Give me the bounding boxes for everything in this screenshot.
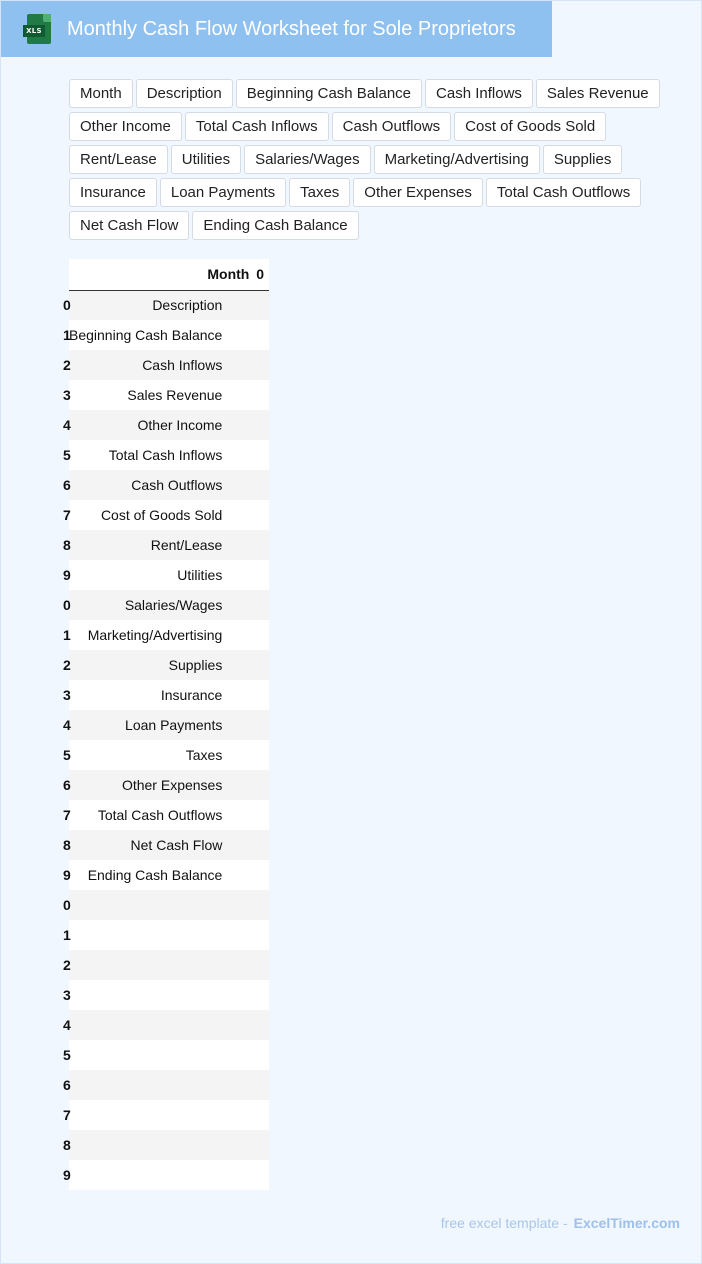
row-index: 0	[63, 297, 71, 314]
column-chip[interactable]: Cash Inflows	[425, 79, 533, 108]
table-cell-0	[251, 1040, 269, 1070]
column-chip[interactable]: Sales Revenue	[536, 79, 660, 108]
row-index: 4	[63, 717, 71, 733]
table-row	[69, 920, 269, 950]
table-cell-0	[251, 1010, 269, 1040]
table-row	[69, 860, 269, 890]
table-cell-0	[251, 410, 269, 440]
table-cell-month	[69, 950, 251, 980]
table-cell-month: Total Cash Inflows	[108, 447, 223, 463]
table-cell-month: Description	[152, 297, 223, 314]
table-row	[69, 680, 269, 710]
table-row	[69, 650, 269, 680]
data-table-container	[63, 259, 269, 1190]
table-row	[69, 470, 269, 500]
column-chip[interactable]: Net Cash Flow	[69, 211, 189, 240]
table-cell-month: Rent/Lease	[150, 537, 223, 553]
row-index: 0	[63, 897, 71, 913]
column-header-month: Month	[69, 259, 251, 290]
table-row	[69, 980, 269, 1010]
table-cell-0	[251, 650, 269, 680]
footer-brand-link[interactable]: ExcelTimer.com	[573, 1215, 680, 1231]
table-cell-0	[251, 470, 269, 500]
table-row	[69, 290, 269, 320]
table-row	[69, 950, 269, 980]
table-cell-0	[251, 350, 269, 380]
row-index: 2	[63, 957, 71, 973]
column-chip[interactable]: Ending Cash Balance	[192, 211, 358, 240]
table-row	[69, 830, 269, 860]
table-cell-month: Net Cash Flow	[130, 837, 223, 853]
table-cell-0	[251, 680, 269, 710]
table-row	[69, 890, 269, 920]
table-cell-month	[69, 920, 251, 950]
column-chip[interactable]: Description	[136, 79, 233, 108]
column-chip[interactable]: Total Cash Outflows	[486, 178, 641, 207]
table-row	[69, 410, 269, 440]
table-cell-0	[251, 890, 269, 920]
table-row	[69, 440, 269, 470]
table-cell-month: Other Expenses	[121, 777, 223, 793]
column-chip[interactable]: Cash Outflows	[332, 112, 452, 141]
row-index: 9	[63, 567, 71, 583]
row-index: 8	[63, 1137, 71, 1153]
table-row	[69, 1160, 269, 1190]
table-header-row	[69, 259, 269, 290]
column-chip[interactable]: Month	[69, 79, 133, 108]
column-chip-list	[69, 79, 669, 240]
row-index: 2	[63, 657, 71, 673]
column-chip[interactable]: Other Income	[69, 112, 182, 141]
table-cell-month	[69, 1160, 251, 1190]
column-chip[interactable]: Other Expenses	[353, 178, 483, 207]
header-banner	[1, 1, 552, 57]
column-chip[interactable]: Rent/Lease	[69, 145, 168, 174]
table-cell-month: Salaries/Wages	[124, 597, 223, 613]
table-row	[69, 770, 269, 800]
column-chip[interactable]: Supplies	[543, 145, 623, 174]
footer-credit	[441, 1215, 680, 1231]
table-cell-month: Cash Inflows	[142, 357, 223, 373]
table-cell-0	[251, 710, 269, 740]
page-title: Monthly Cash Flow Worksheet for Sole Proprietors	[67, 17, 516, 40]
row-index: 5	[63, 447, 71, 463]
table-row	[69, 800, 269, 830]
table-cell-month: Marketing/Advertising	[87, 627, 223, 643]
table-row	[69, 1130, 269, 1160]
table-cell-month	[69, 1130, 251, 1160]
table-cell-0	[251, 530, 269, 560]
row-index: 3	[63, 987, 71, 1003]
table-row	[69, 1040, 269, 1070]
table-cell-month	[69, 1010, 251, 1040]
row-index: 8	[63, 837, 71, 853]
row-index: 4	[63, 417, 71, 433]
table-row	[69, 500, 269, 530]
table-cell-0	[251, 830, 269, 860]
table-cell-month: Supplies	[168, 657, 223, 673]
table-row	[69, 1070, 269, 1100]
table-cell-month: Taxes	[185, 747, 223, 763]
row-index: 9	[63, 1167, 71, 1183]
row-index: 4	[63, 1017, 71, 1033]
column-chip[interactable]: Salaries/Wages	[244, 145, 371, 174]
row-index: 7	[63, 807, 71, 823]
table-row	[69, 380, 269, 410]
row-index: 3	[63, 387, 71, 403]
table-cell-month: Beginning Cash Balance	[69, 327, 223, 343]
row-index: 2	[63, 357, 71, 373]
table-cell-0	[251, 740, 269, 770]
row-index: 9	[63, 867, 71, 883]
table-row	[69, 350, 269, 380]
table-cell-0	[251, 380, 269, 410]
column-chip[interactable]: Total Cash Inflows	[185, 112, 329, 141]
table-cell-month: Sales Revenue	[127, 387, 223, 403]
table-cell-month: Cost of Goods Sold	[100, 507, 223, 523]
table-row	[69, 320, 269, 350]
column-chip[interactable]: Insurance	[69, 178, 157, 207]
table-row	[69, 590, 269, 620]
table-cell-month	[69, 980, 251, 1010]
table-cell-month	[69, 1100, 251, 1130]
table-cell-0	[251, 980, 269, 1010]
table-cell-month	[69, 1070, 251, 1100]
row-index: 3	[63, 687, 71, 703]
row-index: 1	[63, 327, 71, 343]
footer-text: free excel template -	[440, 1215, 568, 1231]
table-cell-month: Other Income	[137, 417, 223, 433]
table-row	[69, 1100, 269, 1130]
table-cell-0	[251, 920, 269, 950]
table-cell-month: Total Cash Outflows	[97, 807, 223, 823]
table-row	[69, 620, 269, 650]
column-chip[interactable]: Utilities	[171, 145, 241, 174]
column-chip[interactable]: Beginning Cash Balance	[236, 79, 422, 108]
table-cell-0	[251, 1130, 269, 1160]
column-chip[interactable]: Loan Payments	[160, 178, 286, 207]
table-cell-0	[251, 620, 269, 650]
table-cell-0	[251, 590, 269, 620]
table-row	[69, 560, 269, 590]
column-chip[interactable]: Cost of Goods Sold	[454, 112, 606, 141]
row-index: 7	[63, 1107, 71, 1123]
table-cell-0	[251, 500, 269, 530]
table-cell-month	[69, 1040, 251, 1070]
row-index: 5	[63, 1047, 71, 1063]
xls-icon-label: XLS	[23, 25, 45, 37]
row-index: 6	[63, 777, 71, 793]
column-chip[interactable]: Taxes	[289, 178, 350, 207]
table-cell-0	[251, 950, 269, 980]
table-row	[69, 740, 269, 770]
row-index: 1	[63, 627, 71, 643]
table-cell-0	[251, 860, 269, 890]
table-cell-0	[251, 1070, 269, 1100]
row-index: 0	[63, 597, 71, 613]
row-index: 5	[63, 747, 71, 763]
table-cell-0	[251, 320, 269, 350]
table-cell-0	[251, 800, 269, 830]
table-row	[69, 1010, 269, 1040]
table-cell-0	[251, 1100, 269, 1130]
table-cell-0	[251, 1160, 269, 1190]
table-cell-0	[251, 440, 269, 470]
table-cell-0	[251, 290, 269, 320]
table-row	[69, 530, 269, 560]
table-row	[69, 710, 269, 740]
table-cell-month	[69, 890, 251, 920]
table-cell-0	[251, 770, 269, 800]
row-index: 6	[63, 477, 71, 493]
table-cell-month: Cash Outflows	[131, 477, 223, 493]
table-cell-month: Loan Payments	[125, 717, 223, 733]
column-header-0: 0	[251, 259, 269, 290]
row-index: 1	[63, 927, 71, 943]
xls-file-icon	[23, 14, 51, 44]
table-cell-0	[251, 560, 269, 590]
row-index: 6	[63, 1077, 71, 1093]
table-cell-month: Utilities	[177, 567, 223, 583]
table-cell-month: Insurance	[160, 687, 223, 703]
column-chip[interactable]: Marketing/Advertising	[374, 145, 540, 174]
data-table	[63, 259, 269, 1190]
row-index: 7	[63, 507, 71, 523]
table-cell-month: Ending Cash Balance	[87, 867, 223, 883]
row-index: 8	[63, 537, 71, 553]
